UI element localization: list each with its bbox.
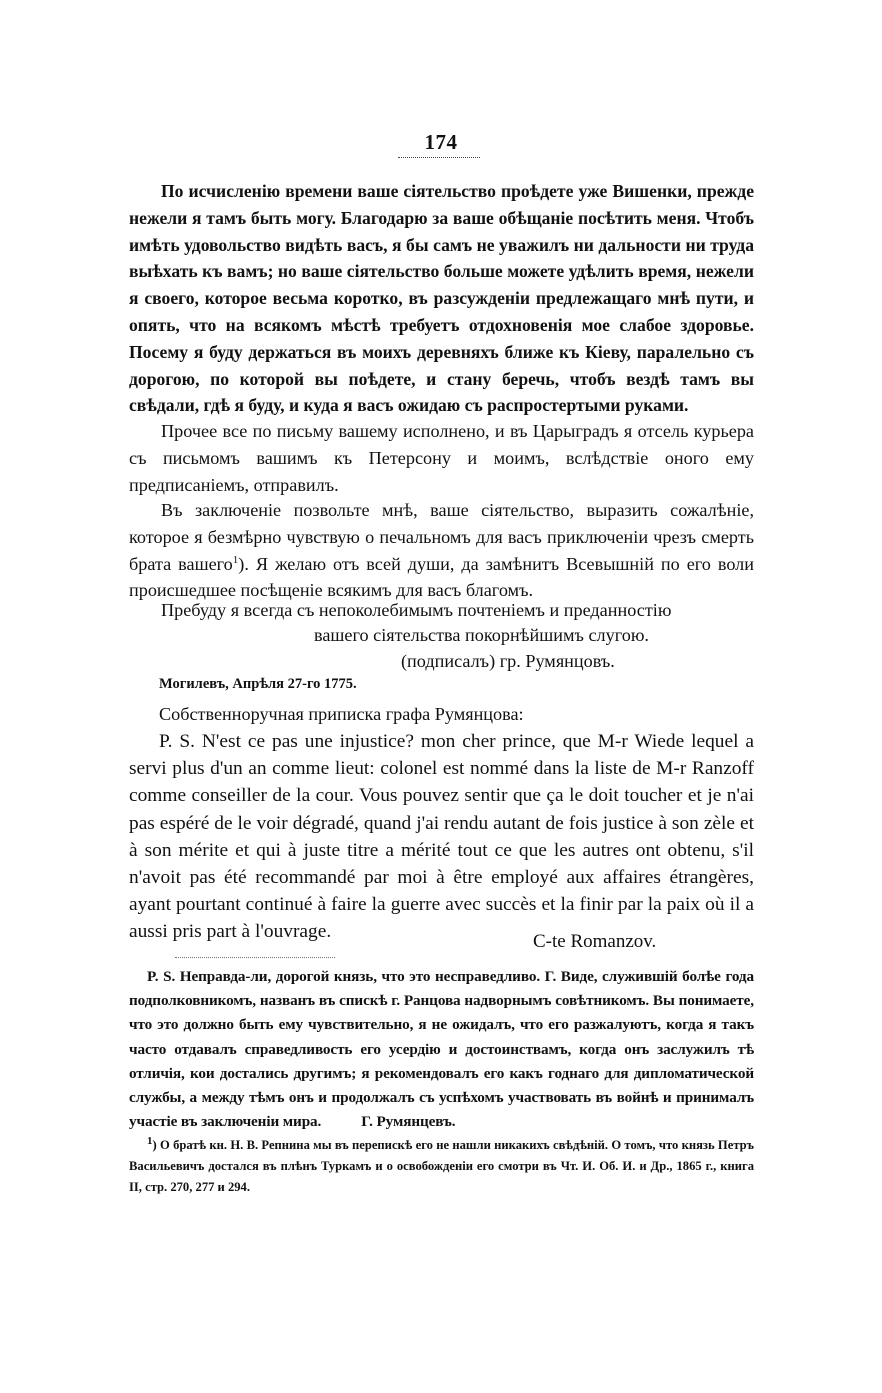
page-number: 174 (424, 130, 458, 154)
paragraph-3-text-before: Въ заключеніе позвольте мнѣ, ваше сіятельство, выразить сожалѣніе, которое я безмѣрно чувствую о печальномъ для васъ приключеніи чрезъ смерть брата вашего (129, 500, 754, 574)
postscript-translation (129, 965, 754, 1134)
letter-paragraph-3 (129, 497, 754, 604)
letter-paragraph-2: Прочее все по письму вашему исполнено, и въ Царыградъ я отсель курьера съ письмомъ вашимъ къ Петерсону и моимъ, вслѣдствіе оного ему предписаніемъ, отправилъ. (129, 421, 754, 495)
closing-line-1: Пребуду я всегда съ непоколебимымъ почтеніемъ и преданностію (161, 600, 672, 620)
place-date: Могилевъ, Апрѣля 27-го 1775. (159, 676, 357, 692)
postscript-heading: Собственноручная приписка графа Румянцова: (159, 704, 524, 724)
footnote-reference-mark: 1 (232, 553, 239, 566)
translation-text: P. S. Неправда-ли, дорогой князь, что это несправедливо. Г. Виде, служившій болѣе года подполковникомъ, названъ въ спискѣ г. Ранцова надворнымъ совѣтникомъ. Вы понимаете, что это должно быть ему чувствительно, я не ожидалъ, что его разжалуютъ, когда я такъ часто отдавалъ справедливость его усердію и достоинствамъ, когда онъ заслужилъ тѣ отличія, кои достались другимъ; я рекомендовалъ его какъ годнаго для дипломатической службы, а между тѣмъ онъ и продолжалъ съ успѣхомъ участвовать въ войнѣ и принималъ участіе въ заключеніи мира. (129, 968, 754, 1131)
separator-rule (175, 957, 335, 958)
footnote-mark: 1 (147, 1134, 153, 1147)
letter-paragraph-3-block (129, 497, 754, 604)
letter-paragraph-1: По исчисленію времени ваше сіятельство проѣдете уже Вишенки, прежде нежели я тамъ быть могу. Благодарю за ваше обѣщаніе посѣтить меня. Чтобъ имѣть удовольство видѣть васъ, я бы самъ не уважилъ ни дальности ни труда выѣхать къ вамъ; но ваше сіятельство больше можете удѣлить время, нежели я своего, которое весьма коротко, въ разсужденіи предлежащаго мнѣ пути, и опять, что на всякомъ мѣстѣ требуетъ отдохновенія мое слабое здоровье. Посему я буду держаться въ моихъ деревняхъ ближе къ Кіеву, паралельно съ дорогою, по которой вы поѣдете, и стану беречь, чтобъ вездѣ тамъ вы свѣдали, гдѣ я буду, и куда я васъ ожидаю съ распростертыми руками. (129, 181, 754, 416)
page-number-rule (398, 157, 480, 158)
french-signature: C-te Romanzov. (533, 931, 657, 952)
letter-paragraph-2-block (129, 418, 754, 498)
translation-signature: Г. Румянцевъ. (361, 1113, 456, 1131)
footnote-text: ) О братѣ кн. Н. В. Репнина мы въ перепискѣ его не нашли никакихъ свѣдѣній. О томъ, что князь Петръ Васильевичъ достался въ плѣнъ Туркамъ и о освобожденіи его смотри въ Чт. И. Об. И. и Др., 1865 г., книга II, стр. 270, 277 и 294. (129, 1138, 754, 1194)
french-postscript: P. S. N'est ce pas une injustice? mon cher prince, que M-r Wiede lequel a servi plus d'un an comme lieut: colonel est nommé dans la liste de M-r Ranzoff comme conseiller de la cour. Vous pouvez sentir que ça le doit toucher et je n'ai pas espéré de le voir dégradé, quand j'ai rendu autant de fois justice à son zèle et à son mérite et qui à juste titre a mérité tout ce que les autres ont obtenu, s'il n'avoit pas été recommandé par moi à être employé aux affaires étrangères, ayant pourtant continué à faire la guerre avec succès et la finir par la paix où il a aussi pris part à l'ouvrage. (129, 731, 754, 943)
closing-line-2: вашего сіятельства покорнѣйшимъ слугою. (314, 625, 649, 645)
letter-signature: (подписалъ) гр. Румянцовъ. (401, 651, 615, 671)
paragraph-3-text-after: ). Я желаю отъ всей души, да замѣнитъ Всевышній по его воли происшедшее посѣщеніе всякимъ для васъ благомъ. (129, 553, 754, 601)
footnote (129, 1135, 754, 1198)
letter-paragraph-1-block (129, 178, 754, 419)
